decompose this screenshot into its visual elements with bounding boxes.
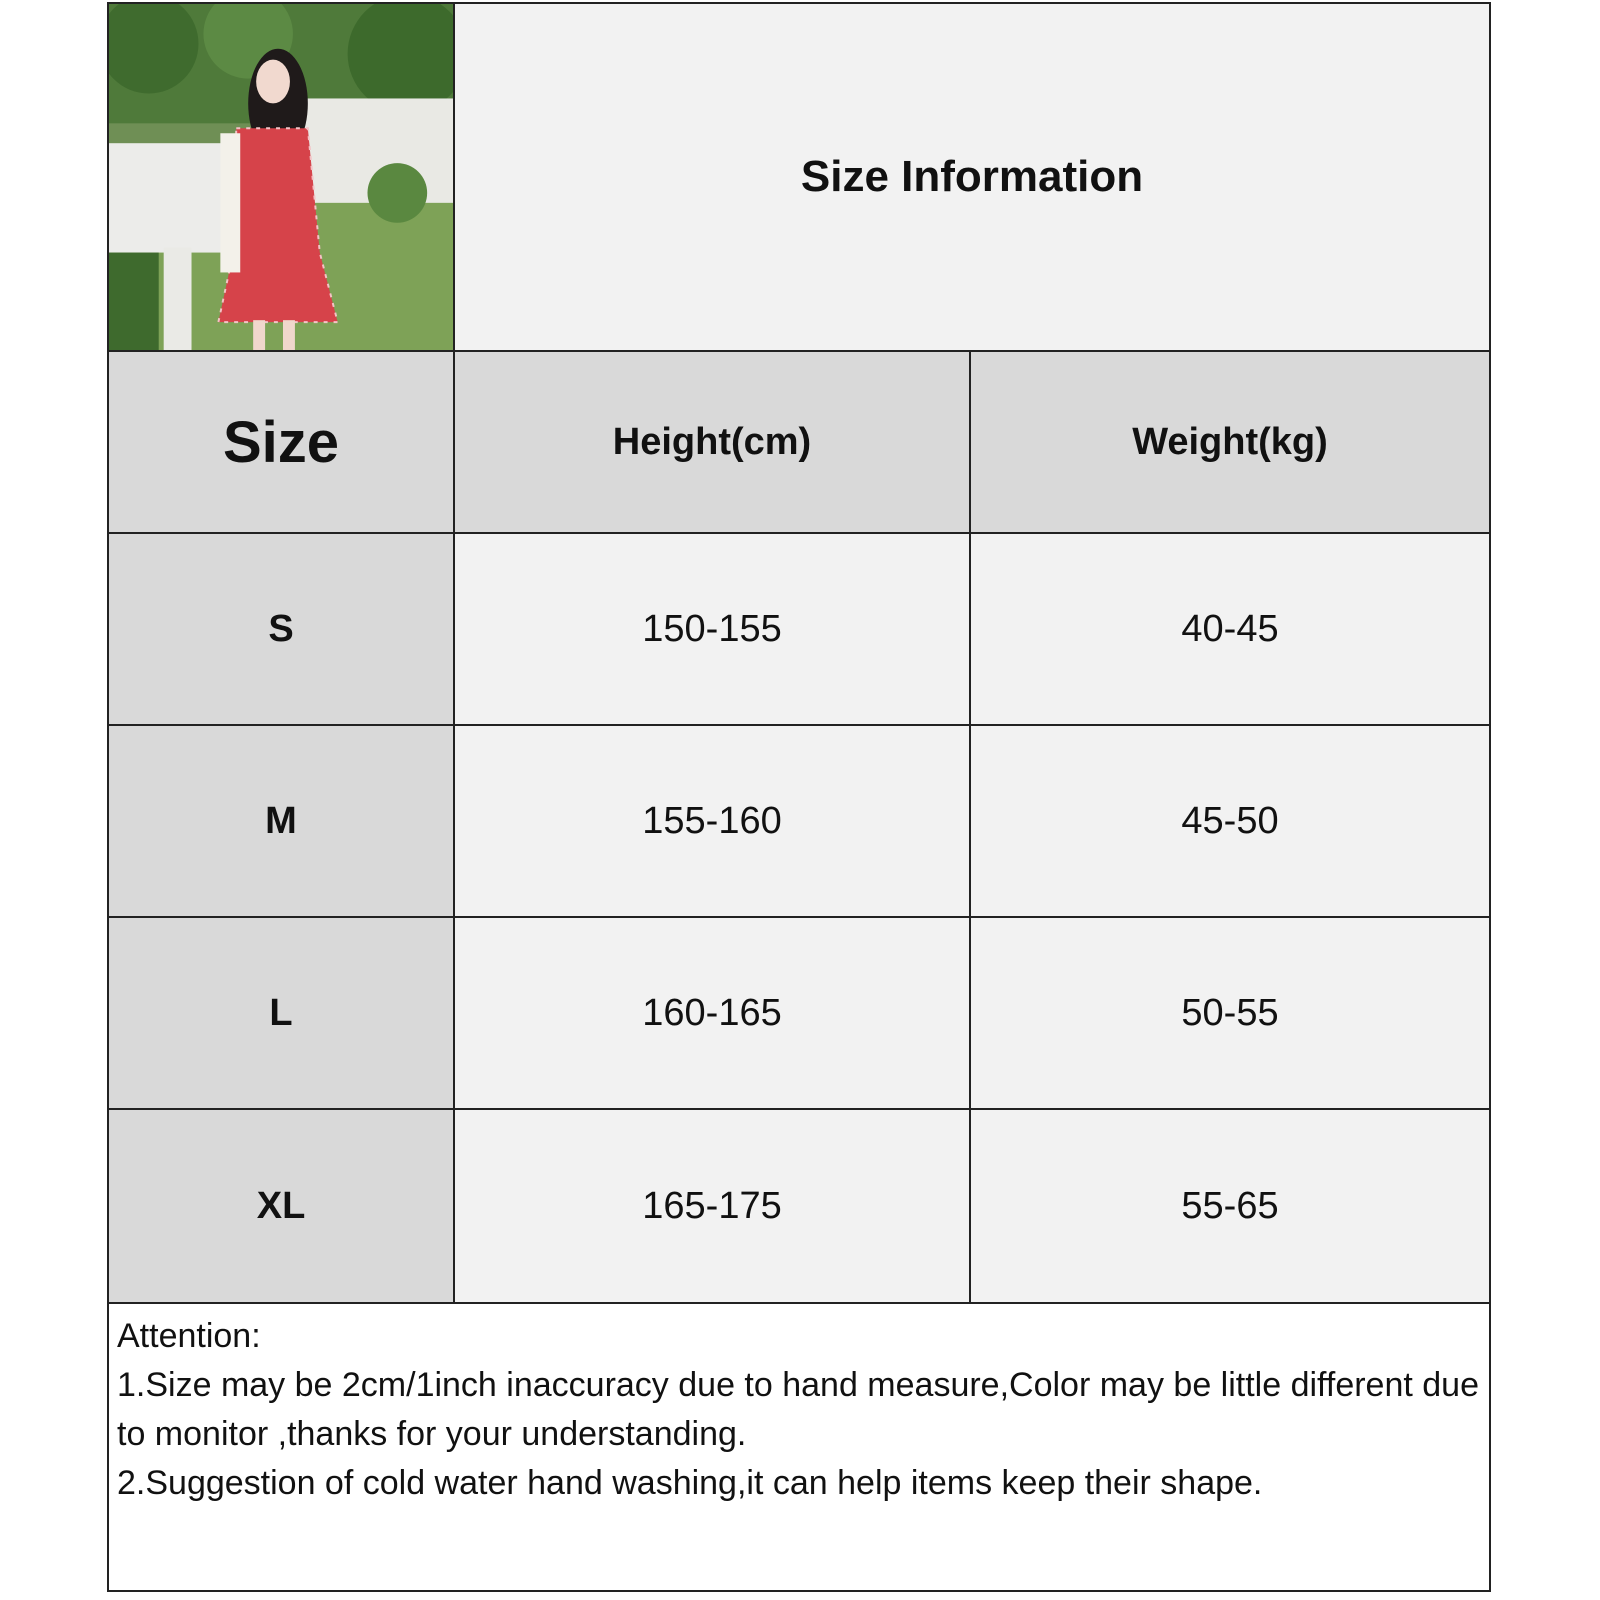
- height-cell: [455, 534, 971, 726]
- height-value: 160-165: [642, 991, 782, 1034]
- size-label: L: [269, 991, 293, 1034]
- header-weight: Weight(kg): [1132, 420, 1328, 463]
- notes-line-1: 1.Size may be 2cm/1inch inaccuracy due to hand measure,Color may be little different due to monitor ,thanks for your understanding.: [117, 1366, 1479, 1453]
- notes-line-2: 2.Suggestion of cold water hand washing,it can help items keep their shape.: [117, 1464, 1263, 1502]
- product-photo-icon: [109, 4, 453, 350]
- size-label: S: [268, 607, 294, 650]
- product-photo: [109, 4, 455, 352]
- table-row: [109, 918, 455, 1110]
- size-chart-sheet: [107, 2, 1491, 1592]
- page-title: Size Information: [800, 152, 1144, 201]
- table-row: [109, 1110, 455, 1304]
- notes-heading: Attention:: [117, 1317, 261, 1355]
- weight-cell: [971, 1110, 1489, 1304]
- weight-value: 55-65: [1181, 1184, 1279, 1227]
- weight-value: 40-45: [1181, 607, 1279, 650]
- weight-cell: [971, 918, 1489, 1110]
- height-value: 165-175: [642, 1184, 782, 1227]
- header-size-cell: [109, 352, 455, 534]
- weight-cell: [971, 726, 1489, 918]
- table-row: [109, 726, 455, 918]
- header-height-cell: [455, 352, 971, 534]
- height-value: 155-160: [642, 799, 782, 842]
- header-height: Height(cm): [612, 420, 812, 463]
- height-cell: [455, 1110, 971, 1304]
- weight-cell: [971, 534, 1489, 726]
- height-cell: [455, 918, 971, 1110]
- header-weight-cell: [971, 352, 1489, 534]
- attention-notes: [109, 1304, 1489, 1590]
- weight-value: 50-55: [1181, 991, 1279, 1034]
- size-label: M: [265, 799, 297, 842]
- header-size: Size: [222, 409, 340, 475]
- title-cell: [455, 4, 1489, 352]
- weight-value: 45-50: [1181, 799, 1279, 842]
- table-row: [109, 534, 455, 726]
- height-cell: [455, 726, 971, 918]
- height-value: 150-155: [642, 607, 782, 650]
- size-label: XL: [256, 1184, 306, 1227]
